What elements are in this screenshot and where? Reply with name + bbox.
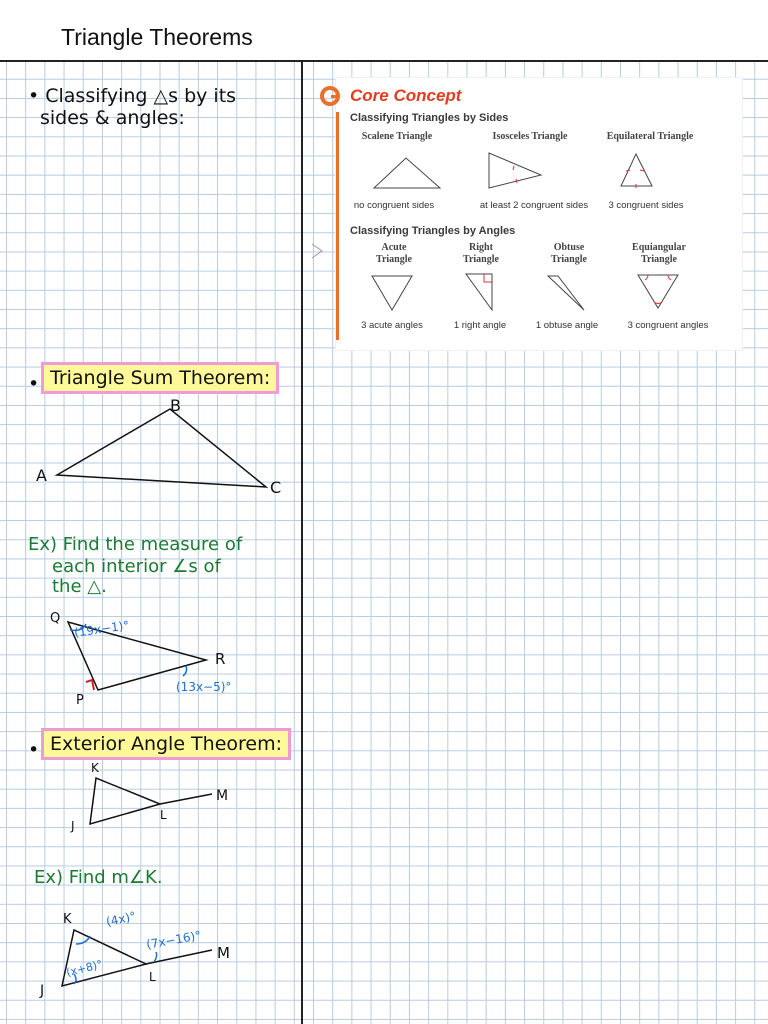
vertex-q-label: Q: [50, 611, 61, 626]
ext-vertex-j-label: J: [71, 819, 75, 833]
vertex-p-label: P: [76, 693, 84, 708]
angles-heading: Classifying Triangles by Angles: [350, 225, 516, 237]
classify-line-2: sides & angles:: [40, 107, 185, 129]
equiangular-caption: 3 congruent angles: [627, 320, 709, 331]
sum-bullet: •: [28, 373, 40, 395]
ext-vertex-k-label: K: [91, 761, 99, 775]
angle-k-expression: (4x)°: [104, 909, 138, 929]
ext-bullet: •: [28, 739, 40, 761]
ex2-vertex-j-label: J: [40, 983, 45, 999]
obtuse-name-2: Triangle: [551, 254, 587, 265]
scalene-caption: no congruent sides: [353, 200, 435, 211]
page-title: Triangle Theorems: [61, 24, 253, 50]
ext-vertex-m-label: M: [216, 788, 229, 804]
ex1-line-2: each interior ∠s of: [52, 556, 221, 577]
angle-q-expression: (19x−1)°: [73, 618, 131, 640]
right-name-2: Triangle: [463, 254, 499, 265]
ex1-line-3: the △.: [52, 576, 107, 597]
vertex-a-label: A: [36, 466, 47, 485]
equiangular-name-1: Equiangular: [632, 242, 686, 253]
vertex-c-label: C: [270, 478, 282, 497]
exterior-angle-expression: (7x−16)°: [145, 928, 203, 952]
right-name-1: Right: [469, 242, 493, 253]
acute-name-2: Triangle: [376, 254, 412, 265]
obtuse-name-1: Obtuse: [553, 242, 585, 253]
ex2-vertex-l-label: L: [149, 970, 156, 984]
ex2-vertex-k-label: K: [63, 912, 72, 927]
right-caption: 1 right angle: [453, 320, 507, 331]
scalene-name: Scalene Triangle: [361, 131, 433, 142]
triangle-sum-theorem-heading: Triangle Sum Theorem:: [41, 362, 279, 394]
equilateral-name: Equilateral Triangle: [606, 131, 694, 142]
ext-vertex-l-label: L: [160, 808, 167, 822]
ex1-line-1: Ex) Find the measure of: [28, 534, 243, 555]
equiangular-name-2: Triangle: [641, 254, 677, 265]
equilateral-caption: 3 congruent sides: [608, 200, 684, 211]
vertex-r-label: R: [215, 650, 226, 668]
obtuse-caption: 1 obtuse angle: [535, 320, 599, 331]
isosceles-caption: at least 2 congruent sides: [479, 200, 589, 211]
classify-line-1: • Classifying △s by its: [28, 85, 237, 107]
vertex-b-label: B: [170, 396, 181, 415]
ex2-vertex-m-label: M: [217, 944, 230, 962]
sides-heading: Classifying Triangles by Sides: [350, 112, 509, 124]
ex2-line: Ex) Find m∠K.: [34, 867, 163, 888]
acute-caption: 3 acute angles: [361, 320, 423, 331]
angle-j-expression: (x+8)°: [64, 957, 104, 980]
angle-r-expression: (13x−5)°: [176, 680, 232, 694]
acute-name-1: Acute: [381, 242, 407, 253]
isosceles-name: Isosceles Triangle: [492, 131, 568, 142]
exterior-angle-theorem-heading: Exterior Angle Theorem:: [41, 728, 291, 760]
core-concept-title: Core Concept: [350, 86, 462, 105]
